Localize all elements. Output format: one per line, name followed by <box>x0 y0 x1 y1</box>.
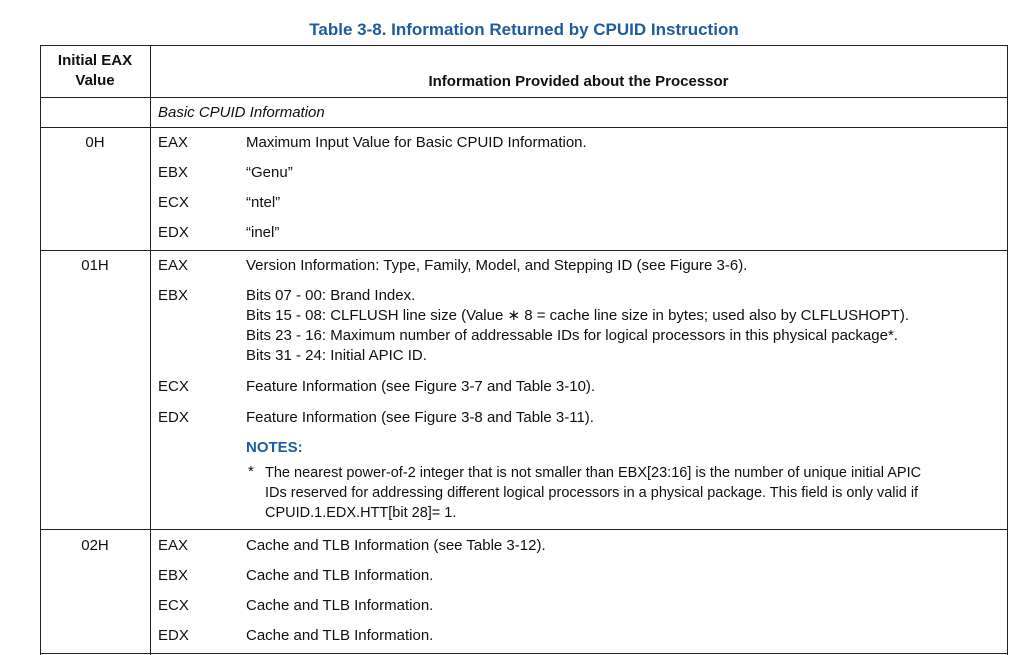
register-description: Cache and TLB Information. <box>246 597 434 614</box>
register-description-line: Bits 31 - 24: Initial APIC ID. <box>246 347 427 364</box>
register-description-line: Bits 23 - 16: Maximum number of addressable IDs for logical processors in this physical package*. <box>246 327 898 344</box>
row-divider-01h <box>40 529 1008 530</box>
table-caption: Table 3-8. Information Returned by CPUID Instruction <box>309 20 739 39</box>
section-title: Basic CPUID Information <box>158 104 325 121</box>
register-description: “inel” <box>246 224 280 241</box>
register-description: “ntel” <box>246 194 281 211</box>
register-label: EAX <box>158 537 189 554</box>
header-initial-eax <box>40 51 150 91</box>
eax-value-0h: 0H <box>85 134 105 151</box>
table-border-right <box>1007 45 1008 655</box>
register-label: EBX <box>158 287 189 304</box>
register-label: ECX <box>158 378 189 395</box>
note-asterisk: * <box>248 463 254 480</box>
register-label: EDX <box>158 409 189 426</box>
register-label: EAX <box>158 257 189 274</box>
register-description: Cache and TLB Information. <box>246 567 434 584</box>
eax-value-02h: 02H <box>81 537 109 554</box>
register-label: EBX <box>158 164 189 181</box>
notes-label: NOTES: <box>246 439 303 456</box>
column-divider <box>150 45 151 655</box>
register-label: EAX <box>158 134 189 151</box>
header-divider <box>40 97 1008 98</box>
register-label: ECX <box>158 597 189 614</box>
register-label: EBX <box>158 567 189 584</box>
register-description-line: Bits 07 - 00: Brand Index. <box>246 287 416 304</box>
register-label: EDX <box>158 224 189 241</box>
register-label: EDX <box>158 627 189 644</box>
register-description: Maximum Input Value for Basic CPUID Information. <box>246 134 587 151</box>
register-description: Cache and TLB Information (see Table 3-12). <box>246 537 546 554</box>
header-initial-eax-line1: Initial EAX <box>57 52 133 69</box>
register-description: Version Information: Type, Family, Model, and Stepping ID (see Figure 3-6). <box>246 257 748 274</box>
register-description: Cache and TLB Information. <box>246 627 434 644</box>
note-line: The nearest power-of-2 integer that is not smaller than EBX[23:16] is the number of unique initial APIC <box>265 465 922 481</box>
note-line: IDs reserved for addressing different logical processors in a physical package. This field is only valid if <box>265 485 919 501</box>
table-border-top <box>40 45 1008 46</box>
section-divider <box>40 127 1008 128</box>
register-description: Feature Information (see Figure 3-8 and Table 3-11). <box>246 409 594 426</box>
note-line: CPUID.1.EDX.HTT[bit 28]= 1. <box>265 505 457 521</box>
register-description: “Genu” <box>246 164 293 181</box>
row-divider-0h <box>40 250 1008 251</box>
eax-value-01h: 01H <box>81 257 109 274</box>
register-description: Feature Information (see Figure 3-7 and Table 3-10). <box>246 378 596 395</box>
header-information: Information Provided about the Processor <box>428 73 729 90</box>
header-initial-eax-line2: Value <box>75 72 115 89</box>
row-divider-02h <box>40 653 1008 654</box>
register-label: ECX <box>158 194 189 211</box>
register-description-line: Bits 15 - 08: CLFLUSH line size (Value ∗ 8 = cache line size in bytes; used also by CLFLUSHOPT). <box>246 307 909 324</box>
